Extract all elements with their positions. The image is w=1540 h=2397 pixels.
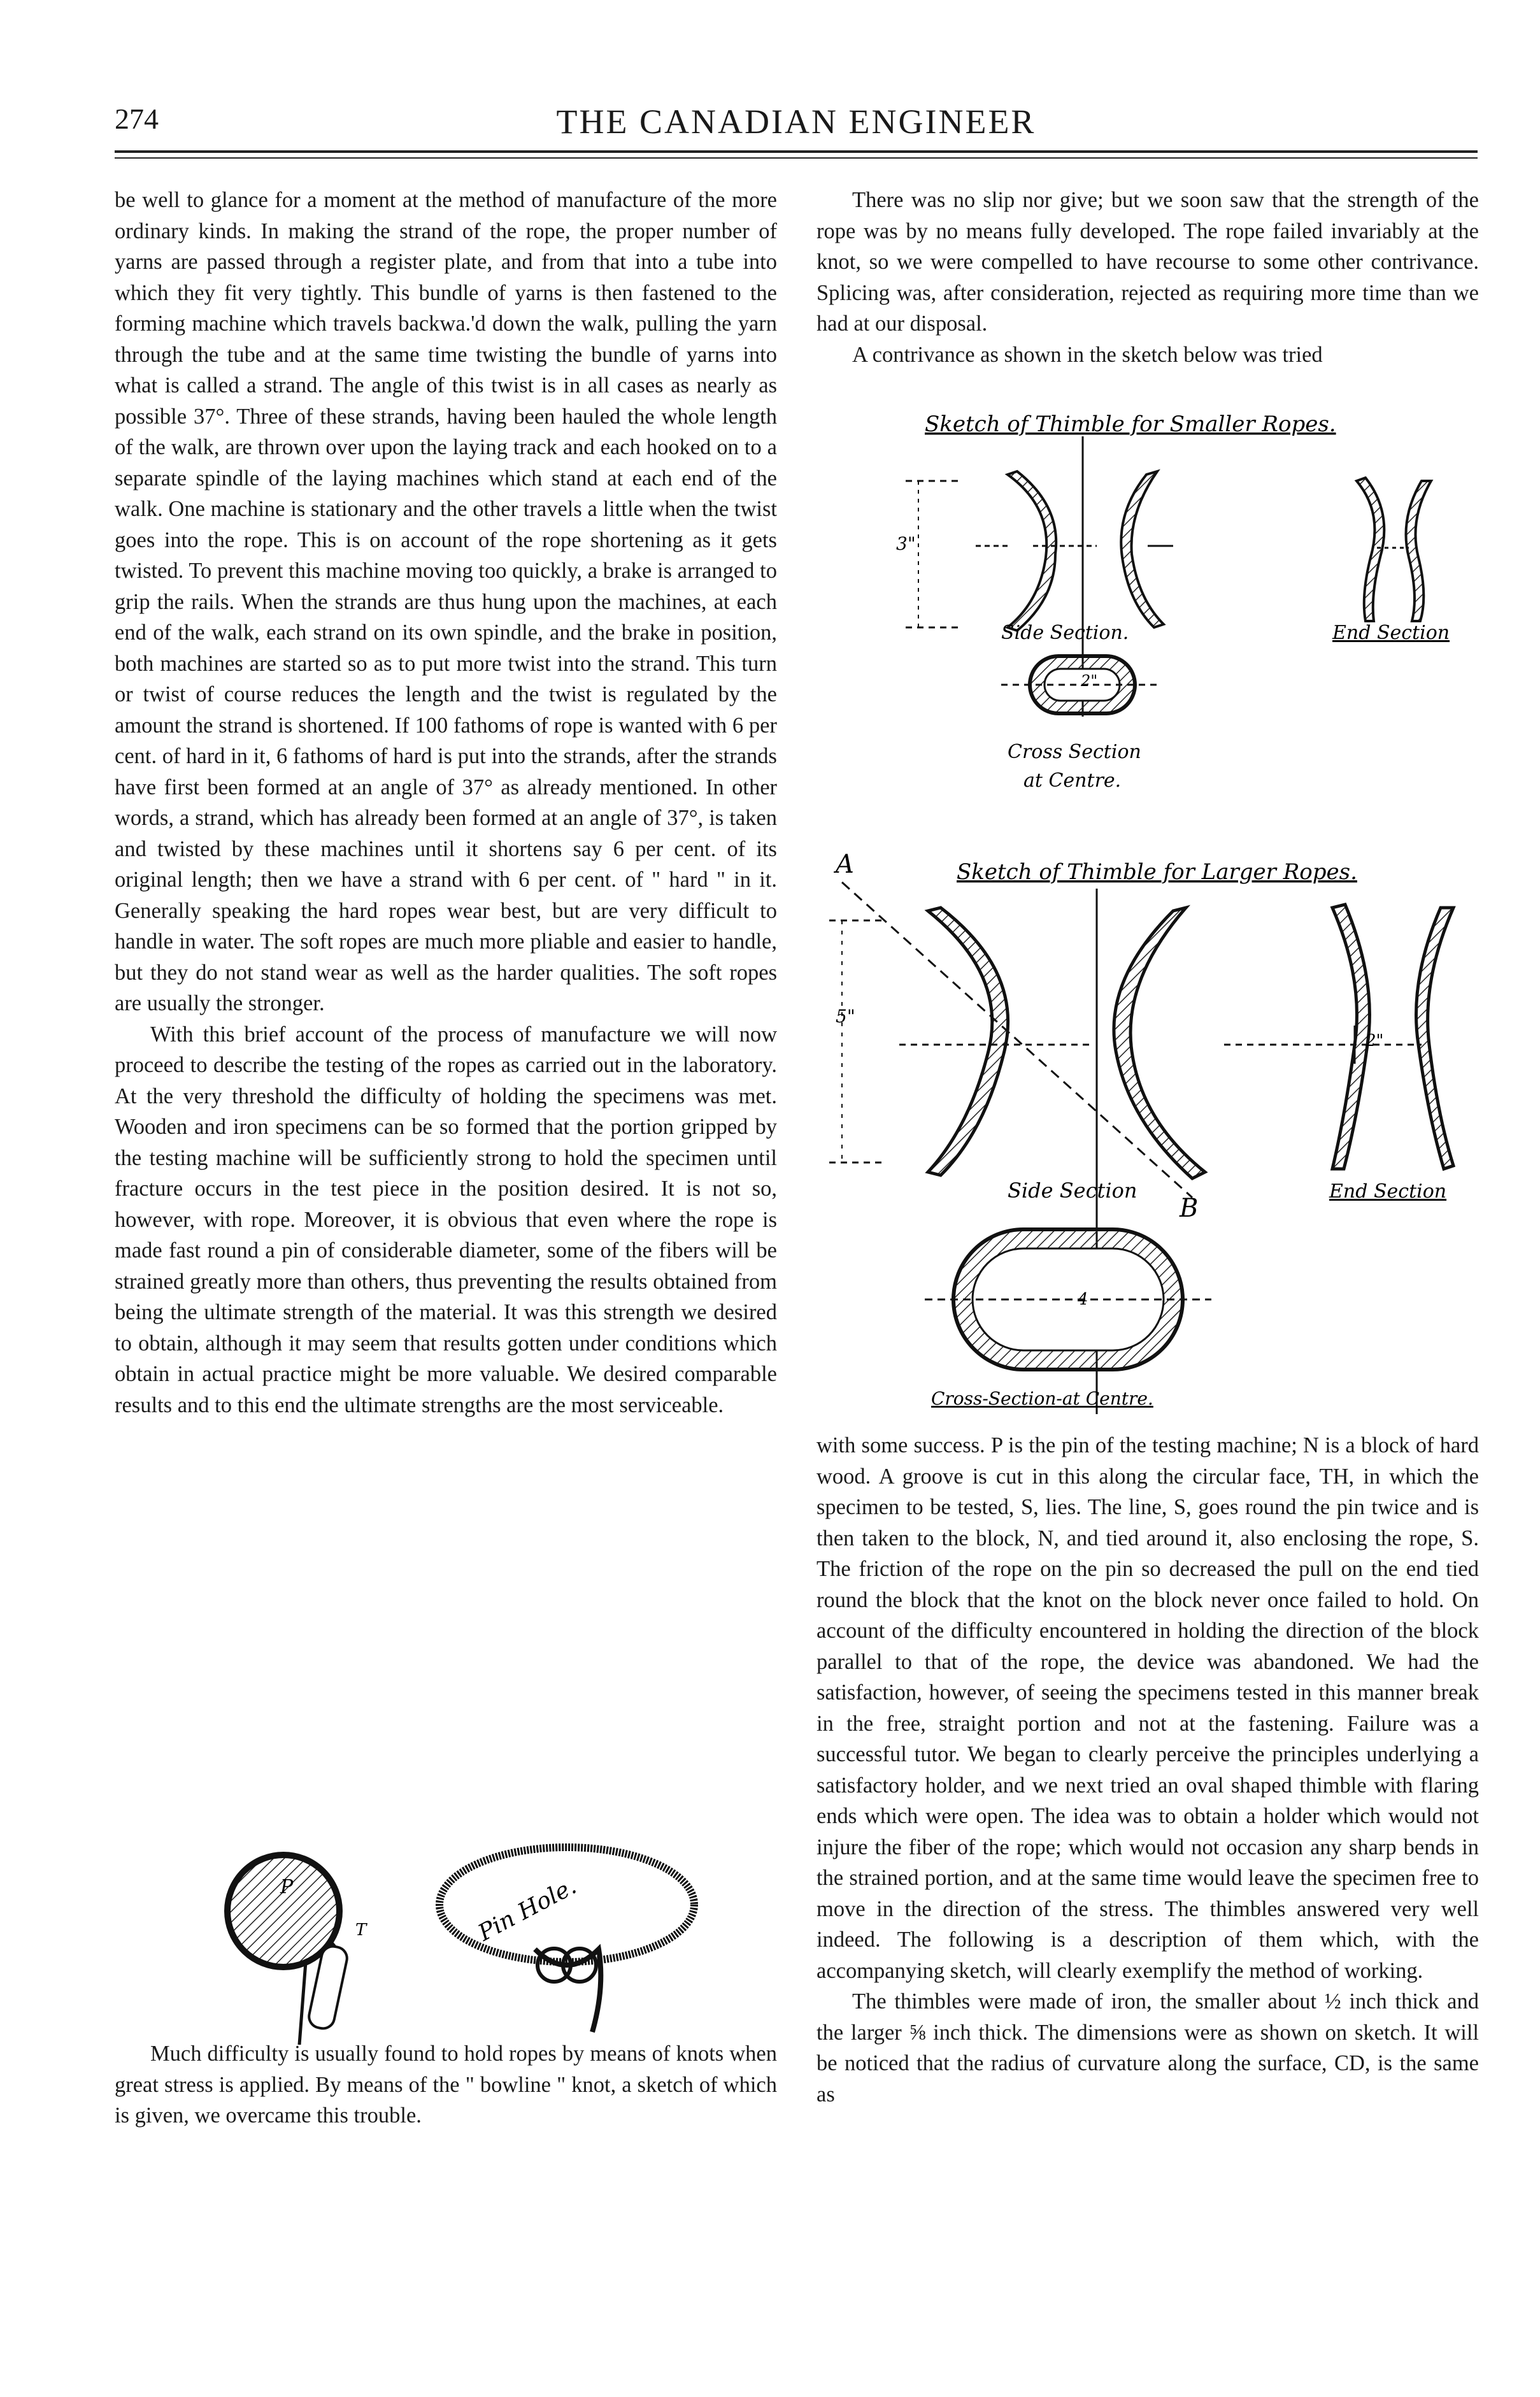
paragraph: be well to glance for a moment at the method of manufacture of the more ordinary kinds. In making the strand of the rope, the proper number of yarns are passed through a register plate, and from that into a tube into which they fit very tightly. This bundle of yarns is then fastened to the forming machine which travels backwa.'d down the walk, pulling the yarn through the tube and at the same time twisting the bundle of yarns into what is called a strand. The angle of this twist is in all cases as nearly as possible 37°. Three of these strands, having been hauled the whole length of the walk, are thrown over upon the laying track and each hooked on to a separate spindle of the laying machines which stand at each end of the walk. One machine is stationary and the other travels a little when the twist goes into the rope. This is on account of the rope shortening as it gets twisted. To prevent this machine moving too quickly, a brake is arranged to grip the rails. When the strands are thus hung upon the machines, at each end of the walk, each strand on its own spindle, and the brake in position, both machines are started so as to put more twist into the strand. This turn or twist of course reduces the length and the twist is regulated by the amount the strand is shortened. If 100 fathoms of rope is wanted with 6 per cent. of hard in it, 6 fathoms of hard is put into the strands, after the strands have first been formed at an angle of 37° as already mentioned. In other words, a strand, which has already been formed at an angle of 37°, is taken and twisted by these machines until it shortens say 6 per cent. of its original length; then we have a strand with 6 per cent. of " hard " in it. Generally speaking the hard ropes wear best, but are very difficult to handle in water. The soft ropes are much more pliable and easier to handle, but they do not stand wear as well as the harder qualities. The soft ropes are usually the stronger. — [115, 188, 777, 1015]
paragraph: Much difficulty is usually found to hold ropes by means of knots when great stress is applied. By means of the " bowline " knot, a sketch of which is given, we overcame this trouble. — [115, 2042, 777, 2128]
right-column-top — [816, 185, 1479, 370]
small-figure-title: Sketch of Thimble for Smaller Ropes. — [925, 411, 1336, 437]
point-a-label: A — [836, 850, 854, 879]
small-cross-label-2: at Centre. — [1023, 769, 1122, 792]
pin-circle — [227, 1855, 339, 1967]
small-side-label: Side Section. — [1001, 622, 1129, 644]
paragraph: There was no slip nor give; but we soon saw that the strength of the rope was by no means fully developed. The rope failed invariably at the knot, so we were compelled to have recourse to some other contrivance. Splicing was, after consideration, rejected as requiring more time than we had at our disposal. — [816, 188, 1479, 336]
left-column-bottom — [115, 2038, 777, 2131]
paragraph: A contrivance as shown in the sketch below was tried — [852, 342, 1323, 367]
right-column-bottom — [816, 1430, 1479, 2110]
large-height-dim: 5" — [836, 1006, 855, 1027]
bowline-knot-figure — [210, 1835, 707, 2045]
large-end-label: End Section — [1329, 1180, 1447, 1203]
small-cross-label-1: Cross Section — [1008, 741, 1141, 763]
small-end-label: End Section — [1332, 622, 1450, 644]
small-thimble-figure — [816, 411, 1479, 806]
paragraph: With this brief account of the process of manufacture we will now proceed to describe the testing of the ropes as carried out in the laboratory. At the very threshold the difficulty of holding the specimens was met. Wooden and iron specimens can be so formed that the portion gripped by the testing machine will be sufficiently strong to hold the specimen until fracture occurs in the test piece in the position desired. It is not so, however, with rope. Moreover, it is obvious that even where the rope is made fast round a pin of considerable diameter, some of the fibers will be strained greatly more than others, thus preventing the results obtained from being the ultimate strength of the material. It was this strength we desired to obtain, although it may seem that results gotten under conditions which obtain in actual practice might be more valuable. We desired comparable results and to this end the ultimate strengths are the most serviceable. — [115, 1022, 777, 1417]
page-header — [115, 102, 1478, 153]
point-b-label: B — [1180, 1194, 1199, 1223]
page-number: 274 — [115, 103, 159, 135]
large-thimble-figure — [816, 841, 1479, 1417]
large-cross-dim: 4 — [1078, 1290, 1088, 1309]
small-width-dim: 2" — [1081, 672, 1098, 690]
t-label: T — [355, 1921, 367, 1940]
large-side-label: Side Section — [1008, 1178, 1137, 1203]
left-column-top — [115, 185, 777, 1420]
pin-label: P — [280, 1876, 294, 1898]
journal-title: THE CANADIAN ENGINEER — [556, 103, 1036, 141]
large-cross-label: Cross-Section-at Centre. — [931, 1388, 1153, 1409]
header-rule-thick — [115, 150, 1478, 153]
small-height-dim: 3" — [896, 533, 916, 554]
paragraph: The thimbles were made of iron, the smaller about ½ inch thick and the larger ⅝ inch thick. The dimensions were as shown on sketch. It will be noticed that the radius of curvature along the surface, CD, is the same as — [816, 1989, 1479, 2107]
pin-hole-label: Pin Hole. — [474, 1873, 581, 1947]
paragraph: with some success. P is the pin of the testing machine; N is a block of hard wood. A groove is cut in this along the circular face, TH, in which the specimen to be tested, S, lies. The line, S, goes round the pin twice and is then taken to the block, N, and tied around it, also enclosing the rope, S. The friction of the rope on the pin so decreased the pull on the end tied round the block that the knot on the block never once failed to hold. On account of the difficulty encountered in holding the direction of the block parallel to that of the rope, the device was abandoned. We had the satisfaction, however, of seeing the specimens tested in this manner break in the free, straight portion and not at the fastening. Failure was a successful tutor. We began to clearly perceive the principles underlying a satisfactory holder, and we next tried an oval shaped thimble with flaring ends which were open. The idea was to obtain a holder which would not injure the fiber of the rope; which would not occasion any sharp bends in the strained portion, and at the same time would leave the specimen free to move in the direction of the stress. The thimbles answered very well indeed. The following is a description of them which, with the accompanying sketch, will clearly exemplify the method of working. — [816, 1433, 1479, 1983]
header-rule-thin — [115, 157, 1478, 159]
large-width-dim: 2" — [1365, 1031, 1384, 1050]
large-figure-title: Sketch of Thimble for Larger Ropes. — [957, 859, 1357, 885]
